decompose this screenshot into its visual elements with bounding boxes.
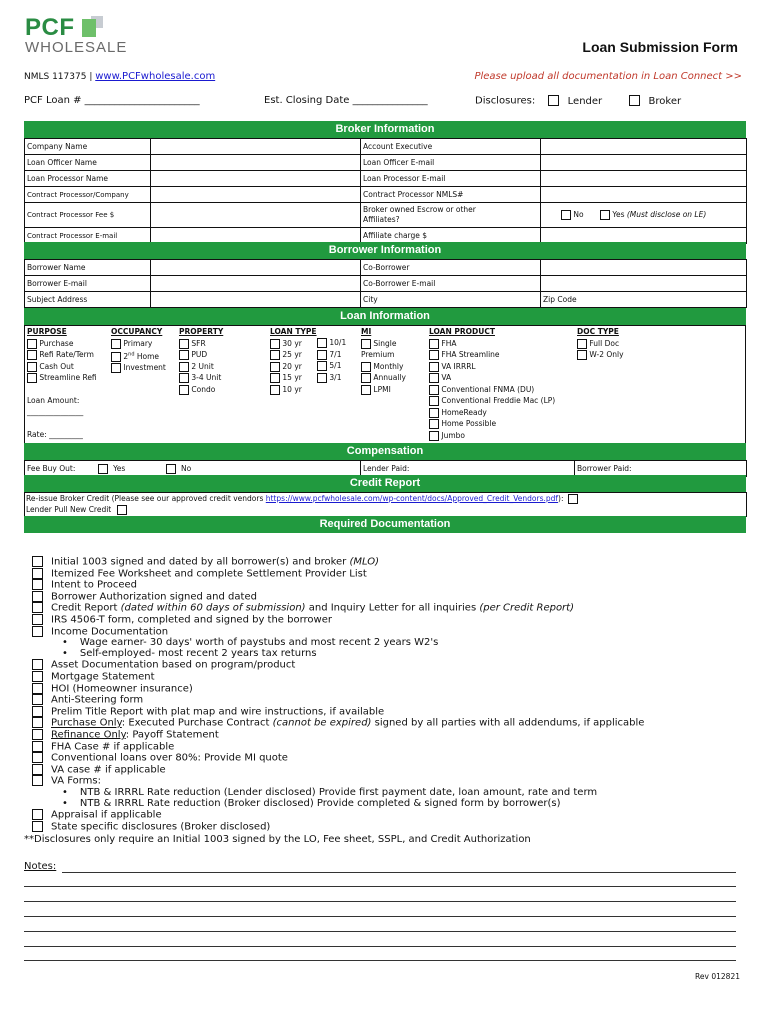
compensation-band: Compensation — [24, 443, 746, 460]
doc-item[interactable]: Prelim Title Report with plat map and wire instructions, if available — [32, 706, 644, 718]
logo-square-green — [82, 19, 96, 37]
notes-line[interactable] — [24, 946, 736, 947]
doc-item[interactable]: HOI (Homeowner insurance) — [32, 683, 644, 695]
subject-address-input[interactable] — [151, 292, 361, 308]
pull-new-label: Lender Pull New Credit — [26, 505, 112, 514]
disclosures-label: Disclosures: — [475, 95, 536, 107]
loan-type-option[interactable]: 5/1 — [317, 360, 346, 372]
doc-subitem: • Wage earner- 30 days' worth of paystubs and most recent 2 years W2's — [32, 637, 644, 648]
loan-product-option[interactable]: Conventional FNMA (DU) — [429, 384, 555, 396]
doc-item[interactable]: Intent to Proceed — [32, 579, 644, 591]
loan-product-option[interactable]: FHA — [429, 338, 555, 350]
fee-buy-out-no-label: No — [181, 463, 192, 473]
reissue-end: ): — [558, 494, 564, 503]
doc-item[interactable]: Credit Report (dated within 60 days of submission) and Inquiry Letter for all inquiries (per Credit Report) — [32, 602, 644, 614]
doc-item[interactable]: Appraisal if applicable — [32, 809, 644, 821]
loan-product-option[interactable]: Conventional Freddie Mac (LP) — [429, 395, 555, 407]
coborrower-input[interactable] — [541, 260, 747, 276]
company-name-label: Company Name — [25, 139, 151, 155]
page-title: Loan Submission Form — [582, 39, 738, 55]
doc-item[interactable]: VA Forms: — [32, 775, 644, 787]
loan-product-option[interactable]: VA — [429, 372, 555, 384]
doc-item[interactable]: Mortgage Statement — [32, 671, 644, 683]
doc-item[interactable]: Conventional loans over 80%: Provide MI quote — [32, 752, 644, 764]
contract-processor-label: Contract Processor/Company — [25, 187, 151, 203]
lo-email-label: Loan Officer E-mail — [361, 155, 541, 171]
nmls-number: NMLS 117375 — [24, 72, 87, 82]
escrow-options — [541, 203, 747, 228]
escrow-no-label: No — [573, 210, 584, 219]
revision-label: Rev 012821 — [695, 972, 740, 981]
mi-option[interactable]: Single Premium — [361, 338, 397, 359]
coborrower-email-input[interactable] — [541, 276, 747, 292]
loan-type-option[interactable]: 25 yr — [270, 349, 317, 361]
loan-product-column — [429, 326, 555, 441]
purpose-option[interactable]: Streamline Refi — [27, 372, 107, 384]
property-option[interactable]: PUD — [179, 349, 223, 361]
loan-type-option[interactable]: 20 yr — [270, 361, 317, 373]
broker-info-band: Broker Information — [24, 121, 746, 138]
pcf-loan-field[interactable]: PCF Loan # _______________________ — [24, 95, 200, 106]
borrower-name-label: Borrower Name — [25, 260, 151, 276]
property-column — [179, 326, 223, 395]
pull-new-checkbox[interactable] — [117, 505, 127, 515]
contract-email-label: Contract Processor E-mail — [25, 228, 151, 244]
rate-field[interactable]: Rate: _________ — [27, 429, 83, 439]
processor-name-input[interactable] — [151, 171, 361, 187]
loan-type-option[interactable]: 3/1 — [317, 372, 346, 384]
doc-type-header: DOC TYPE — [577, 327, 619, 336]
escrow-line1: Broker owned Escrow or other — [363, 205, 476, 214]
loan-product-option[interactable]: FHA Streamline — [429, 349, 555, 361]
lo-name-input[interactable] — [151, 155, 361, 171]
notes-label-text: Notes: — [24, 861, 57, 872]
account-exec-label: Account Executive — [361, 139, 541, 155]
doc-type-option[interactable]: Full Doc — [577, 338, 624, 350]
escrow-yes-checkbox[interactable] — [600, 210, 610, 220]
fee-buy-out-yes-checkbox[interactable] — [98, 464, 108, 474]
property-option[interactable]: 2 Unit — [179, 361, 223, 373]
property-option[interactable]: SFR — [179, 338, 223, 350]
broker-label: Broker — [648, 95, 682, 107]
company-name-input[interactable] — [151, 139, 361, 155]
logo-wholesale-text: WHOLESALE — [25, 39, 128, 56]
escrow-yes-label: Yes — [612, 210, 625, 219]
required-docs-list — [32, 556, 644, 832]
borrower-info-table — [24, 259, 747, 308]
logo-pcf-text: PCF — [25, 14, 75, 41]
loan-amount-label: Loan Amount: — [27, 395, 80, 405]
doc-item[interactable]: Asset Documentation based on program/product — [32, 659, 644, 671]
doc-item[interactable]: IRS 4506-T form, completed and signed by the borrower — [32, 614, 644, 626]
notes-line[interactable] — [24, 901, 736, 902]
doc-subitem: • NTB & IRRRL Rate reduction (Lender disclosed) Provide first payment date, loan amount, rate and term — [32, 787, 644, 798]
loan-type-option[interactable]: 15 yr — [270, 372, 317, 384]
pull-new-line — [26, 504, 746, 515]
notes-line[interactable] — [24, 886, 736, 887]
approved-vendors-link[interactable]: https://www.pcfwholesale.com/wp-content/docs/Approved_Credit_Vendors.pdf — [265, 494, 559, 503]
lo-name-label: Loan Officer Name — [25, 155, 151, 171]
doc-item[interactable]: Itemized Fee Worksheet and complete Settlement Provider List — [32, 568, 644, 580]
subject-address-label: Subject Address — [25, 292, 151, 308]
closing-date-field[interactable]: Est. Closing Date _______________ — [264, 95, 428, 106]
loan-type-arm-column — [317, 337, 346, 383]
loan-product-option[interactable]: Jumbo — [429, 430, 555, 442]
contract-processor-input[interactable] — [151, 187, 361, 203]
borrower-info-band: Borrower Information — [24, 242, 746, 259]
processor-name-label: Loan Processor Name — [25, 171, 151, 187]
contract-fee-label: Contract Processor Fee $ — [25, 203, 151, 228]
loan-type-option[interactable]: 10 yr — [270, 384, 317, 396]
escrow-yes-note: (Must disclose on LE) — [626, 210, 707, 219]
borrower-email-input[interactable] — [151, 276, 361, 292]
loan-info-band: Loan Information — [24, 308, 746, 325]
mi-column — [361, 326, 421, 395]
disclosures-group — [475, 95, 681, 107]
borrower-name-input[interactable] — [151, 260, 361, 276]
loan-product-option[interactable]: HomeReady — [429, 407, 555, 419]
purpose-option[interactable]: Purchase — [27, 338, 107, 350]
borrower-paid-field[interactable]: Borrower Paid: — [575, 461, 747, 477]
doc-item[interactable]: Refinance Only: Payoff Statement — [32, 729, 644, 741]
contract-nmls-label: Contract Processor NMLS# — [361, 187, 541, 203]
disclosure-note: **Disclosures only require an Initial 1003 signed by the LO, Fee sheet, SSPL, and Credit Authorization — [24, 834, 531, 845]
credit-report-band: Credit Report — [24, 475, 746, 492]
purpose-header: PURPOSE — [27, 327, 67, 336]
mi-option[interactable]: Monthly — [361, 361, 421, 373]
processor-email-label: Loan Processor E-mail — [361, 171, 541, 187]
purpose-option[interactable]: Refi Rate/Term — [27, 349, 107, 361]
broker-info-table — [24, 138, 747, 244]
fee-buy-out-label: Fee Buy Out: — [27, 463, 76, 473]
lender-checkbox[interactable] — [548, 95, 559, 106]
affiliate-charge-label: Affiliate charge $ — [361, 228, 541, 244]
purpose-option[interactable]: Cash Out — [27, 361, 107, 373]
doc-item[interactable]: Purchase Only: Executed Purchase Contract (cannot be expired) signed by all parties with all addendums, if applicable — [32, 717, 644, 729]
city-label: City — [361, 292, 541, 308]
doc-type-option[interactable]: W-2 Only — [577, 349, 624, 361]
broker-checkbox[interactable] — [629, 95, 640, 106]
contract-nmls-input[interactable] — [541, 187, 747, 203]
doc-item[interactable]: VA case # if applicable — [32, 764, 644, 776]
borrower-email-label: Borrower E-mail — [25, 276, 151, 292]
occupancy-column — [111, 326, 166, 374]
account-exec-input[interactable] — [541, 139, 747, 155]
loan-type-header: LOAN TYPE — [270, 327, 317, 336]
property-option[interactable]: Condo — [179, 384, 223, 396]
doc-subitem: • NTB & IRRRL Rate reduction (Broker disclosed) Provide completed & signed form by borrower(s) — [32, 798, 644, 809]
occupancy-header: OCCUPANCY — [111, 327, 163, 336]
credit-report-box — [24, 492, 747, 517]
lender-paid-field[interactable]: Lender Paid: — [361, 461, 575, 477]
mi-header: MI — [361, 327, 372, 336]
fee-buy-out-yes-label: Yes — [113, 463, 126, 473]
reissue-label: Re-issue Broker Credit (Please see our approved credit vendors — [26, 494, 264, 503]
occupancy-option[interactable]: Investment — [111, 362, 166, 374]
loan-product-option[interactable]: VA IRRRL — [429, 361, 555, 373]
contract-fee-input[interactable] — [151, 203, 361, 228]
separator: | — [89, 72, 93, 82]
reissue-line — [26, 493, 746, 504]
occupancy-option[interactable]: Primary — [111, 338, 166, 350]
notes-label — [24, 861, 56, 872]
nmls-line — [24, 71, 215, 82]
doc-item[interactable]: FHA Case # if applicable — [32, 741, 644, 753]
loan-type-option[interactable]: 30 yr — [270, 338, 317, 350]
notes-line[interactable] — [62, 872, 736, 873]
occupancy-option[interactable]: 2nd Home — [111, 349, 166, 362]
lo-email-input[interactable] — [541, 155, 747, 171]
loan-type-option[interactable]: 7/1 — [317, 349, 346, 361]
escrow-affiliates-label — [361, 203, 541, 228]
mi-option[interactable]: Annually — [361, 372, 421, 384]
escrow-no-checkbox[interactable] — [561, 210, 571, 220]
notes-line[interactable] — [24, 916, 736, 917]
loan-product-option[interactable]: Home Possible — [429, 418, 555, 430]
website-link[interactable]: www.PCFwholesale.com — [95, 71, 216, 82]
property-header: PROPERTY — [179, 327, 224, 336]
notes-line[interactable] — [24, 931, 736, 932]
mi-option[interactable]: LPMI — [361, 384, 421, 396]
property-option[interactable]: 3-4 Unit — [179, 372, 223, 384]
zip-label[interactable]: Zip Code — [541, 292, 747, 308]
escrow-line2: Affiliates? — [363, 215, 400, 224]
reissue-checkbox[interactable] — [568, 494, 578, 504]
loan-type-column — [270, 326, 317, 395]
doc-item[interactable]: Initial 1003 signed and dated by all borrower(s) and broker (MLO) — [32, 556, 644, 568]
loan-amount-field[interactable]: _______________ — [27, 407, 84, 416]
doc-subitem: • Self-employed- most recent 2 years tax returns — [32, 648, 644, 659]
doc-item[interactable]: Borrower Authorization signed and dated — [32, 591, 644, 603]
purpose-column — [27, 326, 107, 440]
doc-item[interactable]: Anti-Steering form — [32, 694, 644, 706]
fee-buy-out-no-checkbox[interactable] — [166, 464, 176, 474]
doc-type-column — [577, 326, 624, 361]
coborrower-email-label: Co-Borrower E-mail — [361, 276, 541, 292]
lender-label: Lender — [567, 95, 603, 107]
processor-email-input[interactable] — [541, 171, 747, 187]
upload-notice[interactable]: Please upload all documentation in Loan Connect >> — [474, 71, 742, 82]
loan-type-option[interactable]: 10/1 — [317, 337, 346, 349]
loan-product-header: LOAN PRODUCT — [429, 327, 495, 336]
doc-item[interactable]: Income Documentation — [32, 626, 644, 638]
doc-item[interactable]: State specific disclosures (Broker disclosed) — [32, 821, 644, 833]
coborrower-label: Co-Borrower — [361, 260, 541, 276]
required-docs-band: Required Documentation — [24, 516, 746, 533]
notes-line[interactable] — [24, 960, 736, 961]
